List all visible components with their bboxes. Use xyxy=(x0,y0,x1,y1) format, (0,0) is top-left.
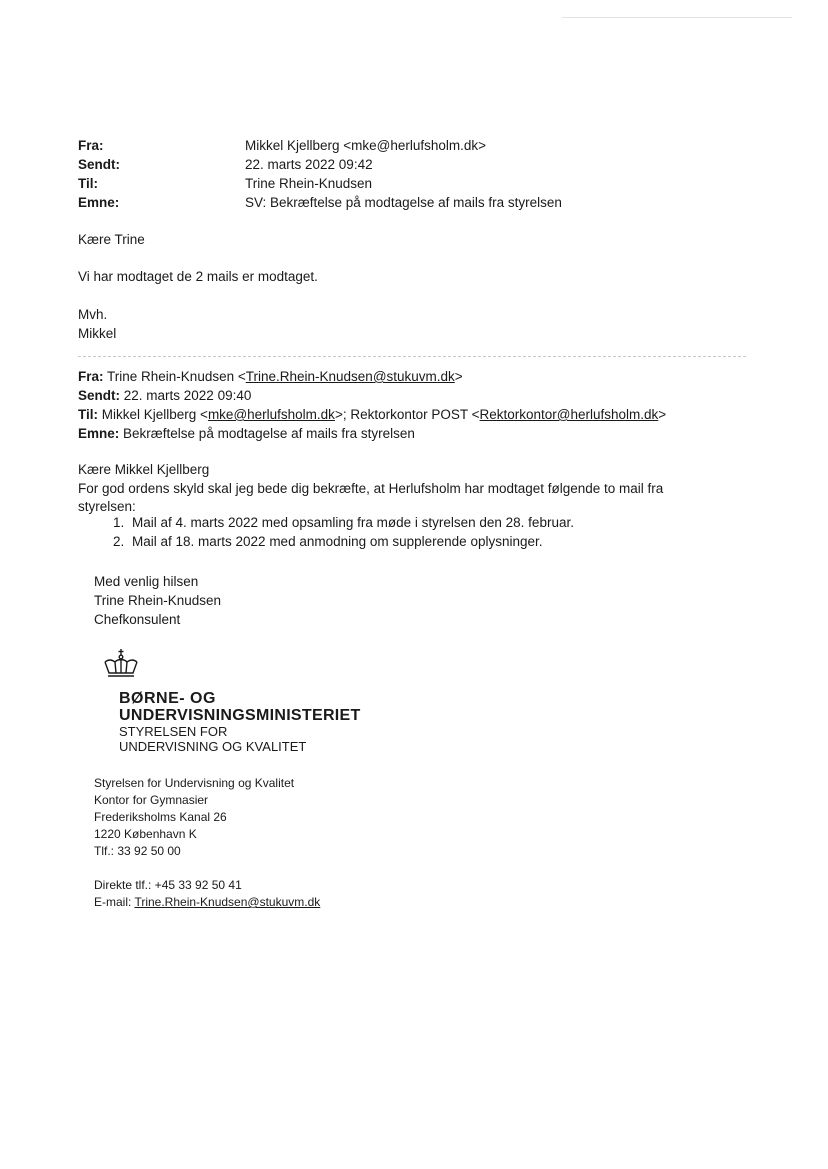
email-label: E-mail: xyxy=(94,895,135,909)
original-to-name: Mikkel Kjellberg < xyxy=(101,407,208,422)
original-sent xyxy=(78,386,251,405)
original-to-mid: >; Rektorkontor POST < xyxy=(334,407,480,422)
original-subject-value: Bekræftelse på modtagelse af mails fra styrelsen xyxy=(123,426,415,441)
original-subject xyxy=(78,424,415,443)
original-to-email-link-2[interactable]: Rektorkontor@herlufsholm.dk xyxy=(479,407,659,422)
reply-greeting: Kære Trine xyxy=(78,232,145,247)
address-street: Frederiksholms Kanal 26 xyxy=(94,810,227,824)
list-item: 1. Mail af 4. marts 2022 med opsamling fra møde i styrelsen den 28. februar. xyxy=(128,513,574,532)
address-phone: Tlf.: 33 92 50 00 xyxy=(94,844,181,858)
to-value: Trine Rhein-Knudsen xyxy=(245,176,373,191)
original-greeting: Kære Mikkel Kjellberg xyxy=(78,462,210,477)
original-to-email-link-1[interactable]: mke@herlufsholm.dk xyxy=(207,407,335,422)
original-regards: Med venlig hilsen xyxy=(94,574,199,589)
original-from xyxy=(78,367,463,386)
address-org: Styrelsen for Undervisning og Kvalitet xyxy=(94,776,295,790)
reply-message: Vi har modtaget de 2 mails er modtaget. xyxy=(78,269,318,284)
reply-signature: Mikkel xyxy=(78,326,117,341)
from-label: Fra: xyxy=(78,138,104,153)
address-city: 1220 København K xyxy=(94,827,197,841)
direct-phone: Direkte tlf.: +45 33 92 50 41 xyxy=(94,878,242,892)
original-line-1: For god ordens skyld skal jeg bede dig bekræfte, at Herlufsholm har modtaget følgende to mail fra xyxy=(78,481,664,496)
logo-line-2: UNDERVISNINGSMINISTERIET xyxy=(119,707,361,724)
logo-line-3: STYRELSEN FOR xyxy=(119,724,228,739)
sent-value: 22. marts 2022 09:42 xyxy=(245,157,373,172)
original-to-end: > xyxy=(658,407,667,422)
crown-icon xyxy=(101,648,141,678)
logo-line-1: BØRNE- OG xyxy=(119,690,216,707)
original-to xyxy=(78,405,666,424)
original-title: Chefkonsulent xyxy=(94,612,181,627)
email-link[interactable]: Trine.Rhein-Knudsen@stukuvm.dk xyxy=(134,895,321,909)
reply-closing: Mvh. xyxy=(78,307,108,322)
original-from-label: Fra: xyxy=(78,369,104,384)
from-value: Mikkel Kjellberg <mke@herlufsholm.dk> xyxy=(245,138,487,153)
message-separator xyxy=(78,356,746,357)
subject-label: Emne: xyxy=(78,195,120,210)
to-label: Til: xyxy=(78,176,98,191)
original-from-email-link[interactable]: Trine.Rhein-Knudsen@stukuvm.dk xyxy=(245,369,455,384)
original-from-end: > xyxy=(454,369,463,384)
original-sent-value: 22. marts 2022 09:40 xyxy=(123,388,252,403)
mail-list xyxy=(78,513,574,551)
address-office: Kontor for Gymnasier xyxy=(94,793,209,807)
original-subject-label: Emne: xyxy=(78,426,120,441)
address-email xyxy=(94,893,320,911)
list-item: 2. Mail af 18. marts 2022 med anmodning om supplerende oplysninger. xyxy=(128,532,574,551)
sent-label: Sendt: xyxy=(78,157,120,172)
original-from-name: Trine Rhein-Knudsen < xyxy=(107,369,246,384)
subject-value: SV: Bekræftelse på modtagelse af mails fra styrelsen xyxy=(245,195,562,210)
original-sent-label: Sendt: xyxy=(78,388,120,403)
original-name: Trine Rhein-Knudsen xyxy=(94,593,222,608)
logo-line-4: UNDERVISNING OG KVALITET xyxy=(119,739,307,754)
original-to-label: Til: xyxy=(78,407,98,422)
top-rule xyxy=(562,17,792,18)
original-line-2: styrelsen: xyxy=(78,499,136,514)
